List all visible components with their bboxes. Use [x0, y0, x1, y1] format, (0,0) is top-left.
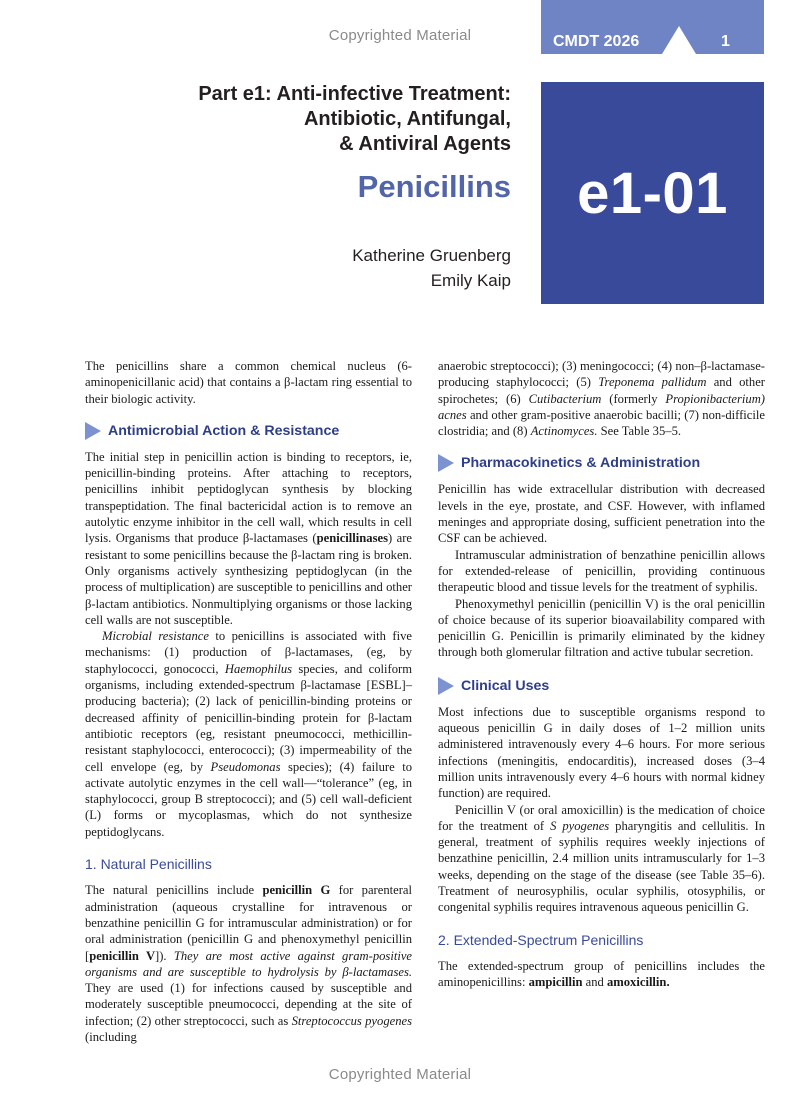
author-2: Emily Kaip: [430, 271, 511, 290]
part-title-line2: Antibiotic, Antifungal,: [303, 108, 511, 130]
left-column: [85, 358, 412, 1045]
copyright-watermark-bottom: Copyrighted Material: [328, 1066, 472, 1083]
page-number: 1: [721, 33, 730, 50]
subsection-heading-extended: 2. Extended-Spectrum Penicillins: [438, 931, 644, 948]
paragraph: Phenoxymethyl penicillin (penicillin V) is the oral penicillin of choice because of its superior bioavailability compared with penicillin G. Penicillin is primarily eliminated by the kidney through both glomerular filtration and active tubular secretion.: [438, 596, 765, 660]
paragraph: Intramuscular administration of benzathine penicillin allows for extended-release of penicillin, providing continuous therapeutic blood and tissue levels for the treatment of syphilis.: [438, 547, 765, 595]
section-heading-pharmacokinetics: [438, 454, 765, 472]
paragraph: Penicillin V (or oral amoxicillin) is the medication of choice for the treatment of S pyogenes pharyngitis and cellulitis. In general, treatment of syphilis requires weekly injections of benzathine penicillin, 2.4 million units intramuscularly for 1–3 weeks, depending on the stage of the disease (see Table 35–6). Treatment of neurosyphilis, ocular syphilis, otosyphilis, or congenital syphilis requires intravenous aqueous penicillin G.: [438, 802, 765, 915]
paragraph: The initial step in penicillin action is binding to receptors, ie, penicillin-binding proteins. After attaching to receptors, penicillins inhibit peptidoglycan synthesis by blocking transpeptidation. The final bactericidal action is to remove an autolytic enzyme inhibitor in the cell wall, which results in cell lysis. Organisms that produce β-lactamases (penicillinases) are resistant to some penicillins because the β-lactam ring is broken. Only organisms actively synthesizing peptidoglycan (in the process of multiplication) are susceptible to penicillins and other β-lactam antibiotics. Nonmultiplying organisms or those lacking cell walls are not susceptible.: [85, 449, 412, 627]
part-title-line3: & Antiviral Agents: [339, 133, 511, 155]
paragraph: Most infections due to susceptible organisms respond to aqueous penicillin G in daily doses of 1–2 million units administered intravenously every 4–6 hours. For more serious infections (meningitis, endocarditis), increased doses (3–4 million units intravenously every 4–6 hours with normal kidney function) are required.: [438, 704, 765, 801]
section-heading-text: Pharmacokinetics & Administration: [461, 455, 701, 472]
chapter-title: Penicillins: [357, 169, 511, 204]
section-arrow-icon: [85, 422, 101, 440]
paragraph: Microbial resistance to penicillins is associated with five mechanisms: (1) production of β-lactamases, (eg, by staphylococci, gonococci, Haemophilus species, and coliform organisms, including extended-spectrum β-lactamase [ESBL]–producing bacteria); (2) lack of penicillin-binding proteins or decreased affinity of penicillin-binding protein for β-lactam antibiotic receptors (eg, resistant pneumococci, methicillin-resistant staphylococci, enterococci); (3) impermeability of the cell envelope (eg, by Pseudomonas species); (4) failure to activate autolytic enzymes in the cell wall—“tolerance” (eg, in staphylococci, group B streptococci); and (5) cell wall-deficient (L) forms or mycoplasmas, which do not synthesize peptidoglycans.: [85, 629, 412, 839]
paragraph: Penicillin has wide extracellular distribution with decreased levels in the eye, prostate, and CSF. However, with inflamed meninges and appropriate dosing, sufficient penetration into the CSF can be achieved.: [438, 482, 765, 546]
chapter-number: e1-01: [577, 161, 728, 226]
authors: [352, 243, 511, 293]
header-notch: [662, 26, 696, 54]
running-header-book: CMDT 2026: [553, 33, 640, 50]
section-arrow-icon: [438, 454, 454, 472]
section-heading-antimicrobial: [85, 422, 412, 440]
intro-paragraph: The penicillins share a common chemical nucleus (6-aminopenicillanic acid) that contains a β-lactam ring essential to their biologic activity.: [85, 359, 412, 406]
paragraph: anaerobic streptococci); (3) meningococci; (4) non–β-lactamase-producing staphylococci; (5) Treponema pallidum and other spirochetes; (6) Cutibacterium (formerly Propionibacterium) acnes and other gram-positive anaerobic bacilli; (7) non-difficile clostridia; and (8) Actinomyces. See Table 35–5.: [438, 359, 765, 439]
section-heading-text: Antimicrobial Action & Resistance: [108, 422, 340, 439]
subsection-heading-natural: 1. Natural Penicillins: [85, 856, 212, 873]
section-heading-text: Clinical Uses: [461, 677, 550, 694]
section-heading-clinical-uses: [438, 677, 765, 695]
part-title-line1: Part e1: Anti-infective Treatment:: [198, 83, 511, 105]
paragraph: The natural penicillins include penicillin G for parenteral administration (aqueous crystalline for intravenous or benzathine penicillin G for intramuscular administration) or for oral administration (penicillin G and phenoxymethyl penicillin [penicillin V]). They are most active against gram-positive organisms and are susceptible to hydrolysis by β-lactamases. They are used (1) for infections caused by susceptible and moderately susceptible pneumococci, depending at the site of infection; (2) other streptococci, such as Streptococcus pyogenes (including: [85, 883, 412, 1044]
right-column: [438, 358, 765, 991]
author-1: Katherine Gruenberg: [352, 246, 511, 265]
paragraph: The extended-spectrum group of penicillins includes the aminopenicillins: ampicillin and amoxicillin.: [438, 958, 765, 990]
part-title: [198, 82, 511, 157]
copyright-watermark-top: Copyrighted Material: [328, 27, 472, 44]
section-arrow-icon: [438, 677, 454, 695]
